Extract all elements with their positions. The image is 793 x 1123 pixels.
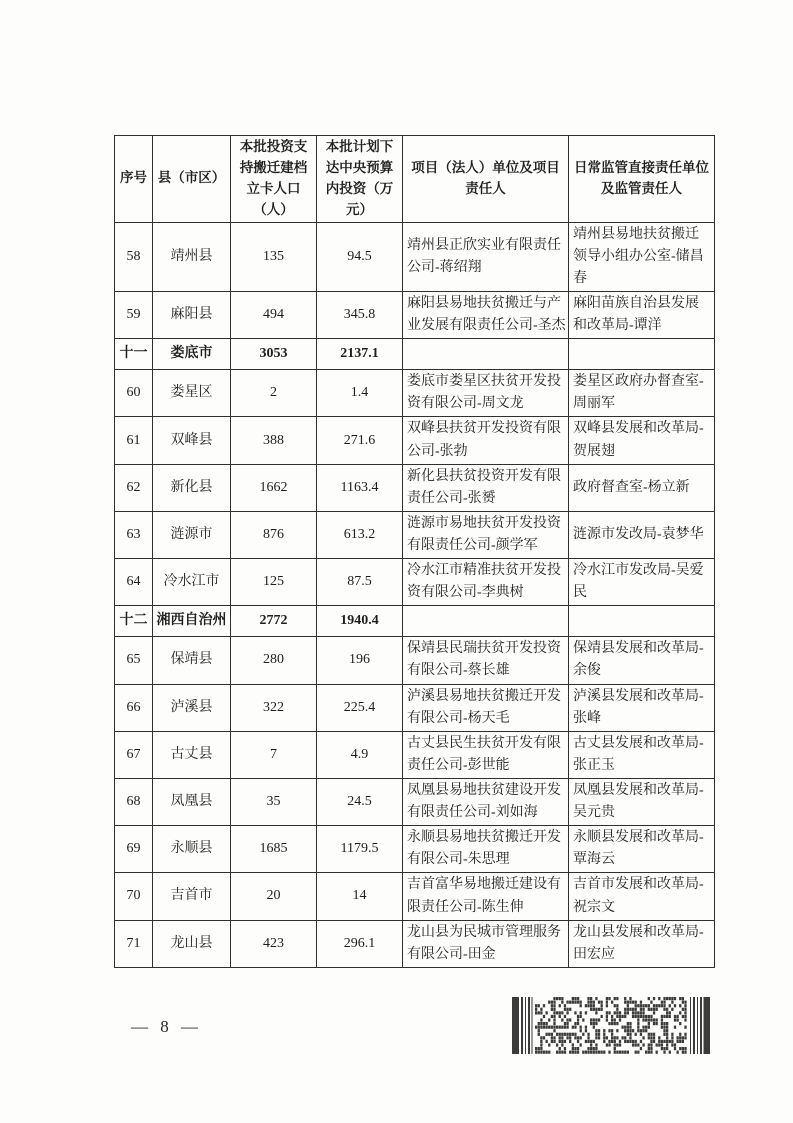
cell-no: 十二 — [115, 606, 153, 637]
cell-no: 66 — [115, 684, 153, 731]
cell-project-unit: 冷水江市精准扶贫开发投资有限公司-李典树 — [403, 559, 569, 606]
cell-supervision-unit: 保靖县发展和改革局-余俊 — [569, 637, 715, 684]
cell-investment: 196 — [317, 637, 403, 684]
cell-investment: 1940.4 — [317, 606, 403, 637]
section-total-row — [115, 606, 715, 637]
table-row — [115, 292, 715, 339]
cell-no: 71 — [115, 920, 153, 967]
cell-population: 1662 — [231, 464, 317, 511]
cell-supervision-unit — [569, 606, 715, 637]
cell-county: 娄底市 — [153, 339, 231, 370]
cell-project-unit: 古丈县民生扶贫开发有限责任公司-彭世能 — [403, 731, 569, 778]
cell-no: 60 — [115, 370, 153, 417]
table-row — [115, 417, 715, 464]
table-row — [115, 511, 715, 558]
cell-population: 2772 — [231, 606, 317, 637]
table-row — [115, 222, 715, 291]
cell-investment: 271.6 — [317, 417, 403, 464]
cell-no: 62 — [115, 464, 153, 511]
cell-population: 3053 — [231, 339, 317, 370]
relocation-investment-table — [114, 135, 715, 968]
cell-county: 湘西自治州 — [153, 606, 231, 637]
cell-population: 125 — [231, 559, 317, 606]
cell-population: 876 — [231, 511, 317, 558]
cell-supervision-unit — [569, 339, 715, 370]
cell-no: 61 — [115, 417, 153, 464]
cell-county: 涟源市 — [153, 511, 231, 558]
cell-no: 64 — [115, 559, 153, 606]
header-investment: 本批计划下达中央预算内投资（万元） — [317, 136, 403, 223]
cell-supervision-unit: 吉首市发展和改革局-祝宗文 — [569, 873, 715, 920]
cell-no: 十一 — [115, 339, 153, 370]
cell-investment: 2137.1 — [317, 339, 403, 370]
cell-no: 69 — [115, 826, 153, 873]
cell-supervision-unit: 靖州县易地扶贫搬迁领导小组办公室-储昌春 — [569, 222, 715, 291]
cell-investment: 613.2 — [317, 511, 403, 558]
cell-investment: 1.4 — [317, 370, 403, 417]
cell-no: 70 — [115, 873, 153, 920]
cell-no: 59 — [115, 292, 153, 339]
cell-population: 35 — [231, 778, 317, 825]
cell-supervision-unit: 古丈县发展和改革局-张正玉 — [569, 731, 715, 778]
table-row — [115, 684, 715, 731]
cell-project-unit: 凤凰县易地扶贫建设开发有限责任公司-刘如海 — [403, 778, 569, 825]
cell-supervision-unit: 麻阳苗族自治县发展和改革局-谭洋 — [569, 292, 715, 339]
cell-supervision-unit: 永顺县发展和改革局-覃海云 — [569, 826, 715, 873]
cell-investment: 345.8 — [317, 292, 403, 339]
section-total-row — [115, 339, 715, 370]
cell-no: 58 — [115, 222, 153, 291]
table-row — [115, 920, 715, 967]
cell-county: 双峰县 — [153, 417, 231, 464]
cell-investment: 4.9 — [317, 731, 403, 778]
cell-no: 63 — [115, 511, 153, 558]
cell-county: 麻阳县 — [153, 292, 231, 339]
cell-supervision-unit: 涟源市发改局-袁梦华 — [569, 511, 715, 558]
cell-county: 保靖县 — [153, 637, 231, 684]
cell-project-unit — [403, 339, 569, 370]
cell-no: 67 — [115, 731, 153, 778]
cell-county: 凤凰县 — [153, 778, 231, 825]
cell-population: 494 — [231, 292, 317, 339]
cell-supervision-unit: 凤凰县发展和改革局-吴元贵 — [569, 778, 715, 825]
table-row — [115, 731, 715, 778]
cell-population: 388 — [231, 417, 317, 464]
cell-investment: 14 — [317, 873, 403, 920]
cell-county: 靖州县 — [153, 222, 231, 291]
table-row — [115, 873, 715, 920]
cell-investment: 1179.5 — [317, 826, 403, 873]
cell-population: 322 — [231, 684, 317, 731]
cell-project-unit: 麻阳县易地扶贫搬迁与产业发展有限责任公司-圣杰 — [403, 292, 569, 339]
cell-no: 65 — [115, 637, 153, 684]
cell-population: 280 — [231, 637, 317, 684]
header-serial-no: 序号 — [115, 136, 153, 223]
cell-project-unit: 永顺县易地扶贫搬迁开发有限公司-朱思理 — [403, 826, 569, 873]
cell-population: 135 — [231, 222, 317, 291]
cell-county: 龙山县 — [153, 920, 231, 967]
table-row — [115, 826, 715, 873]
table-row — [115, 778, 715, 825]
cell-population: 423 — [231, 920, 317, 967]
cell-project-unit — [403, 606, 569, 637]
cell-investment: 24.5 — [317, 778, 403, 825]
cell-population: 1685 — [231, 826, 317, 873]
page-number: — 8 — — [131, 1017, 202, 1036]
cell-investment: 296.1 — [317, 920, 403, 967]
table-row — [115, 464, 715, 511]
table-header-row — [115, 136, 715, 223]
cell-supervision-unit: 娄星区政府办督查室-周丽军 — [569, 370, 715, 417]
cell-county: 娄星区 — [153, 370, 231, 417]
header-supervision-unit: 日常监管直接责任单位及监管责任人 — [569, 136, 715, 223]
table-row — [115, 637, 715, 684]
cell-project-unit: 泸溪县易地扶贫搬迁开发有限公司-杨天毛 — [403, 684, 569, 731]
cell-project-unit: 新化县扶贫投资开发有限责任公司-张赟 — [403, 464, 569, 511]
table-body — [115, 222, 715, 967]
pdf417-barcode — [512, 997, 710, 1054]
cell-county: 永顺县 — [153, 826, 231, 873]
table-row — [115, 370, 715, 417]
cell-county: 泸溪县 — [153, 684, 231, 731]
cell-supervision-unit: 冷水江市发改局-吴爱民 — [569, 559, 715, 606]
cell-population: 2 — [231, 370, 317, 417]
cell-investment: 1163.4 — [317, 464, 403, 511]
header-population: 本批投资支持搬迁建档立卡人口（人） — [231, 136, 317, 223]
cell-project-unit: 娄底市娄星区扶贫开发投资有限公司-周文龙 — [403, 370, 569, 417]
cell-project-unit: 双峰县扶贫开发投资有限公司-张勃 — [403, 417, 569, 464]
cell-population: 7 — [231, 731, 317, 778]
cell-supervision-unit: 双峰县发展和改革局-贺展翅 — [569, 417, 715, 464]
header-project-unit: 项目（法人）单位及项目责任人 — [403, 136, 569, 223]
cell-supervision-unit: 泸溪县发展和改革局-张峰 — [569, 684, 715, 731]
cell-no: 68 — [115, 778, 153, 825]
table-row — [115, 559, 715, 606]
cell-county: 吉首市 — [153, 873, 231, 920]
cell-supervision-unit: 政府督查室-杨立新 — [569, 464, 715, 511]
cell-project-unit: 保靖县民瑞扶贫开发投资有限公司-蔡长雄 — [403, 637, 569, 684]
cell-project-unit: 吉首富华易地搬迁建设有限责任公司-陈生伸 — [403, 873, 569, 920]
cell-investment: 87.5 — [317, 559, 403, 606]
cell-project-unit: 涟源市易地扶贫开发投资有限责任公司-颜学军 — [403, 511, 569, 558]
cell-county: 新化县 — [153, 464, 231, 511]
cell-project-unit: 龙山县为民城市管理服务有限公司-田金 — [403, 920, 569, 967]
cell-county: 冷水江市 — [153, 559, 231, 606]
cell-population: 20 — [231, 873, 317, 920]
cell-county: 古丈县 — [153, 731, 231, 778]
cell-supervision-unit: 龙山县发展和改革局-田宏应 — [569, 920, 715, 967]
cell-investment: 225.4 — [317, 684, 403, 731]
header-county: 县（市区） — [153, 136, 231, 223]
cell-investment: 94.5 — [317, 222, 403, 291]
cell-project-unit: 靖州县正欣实业有限责任公司-蒋绍翔 — [403, 222, 569, 291]
